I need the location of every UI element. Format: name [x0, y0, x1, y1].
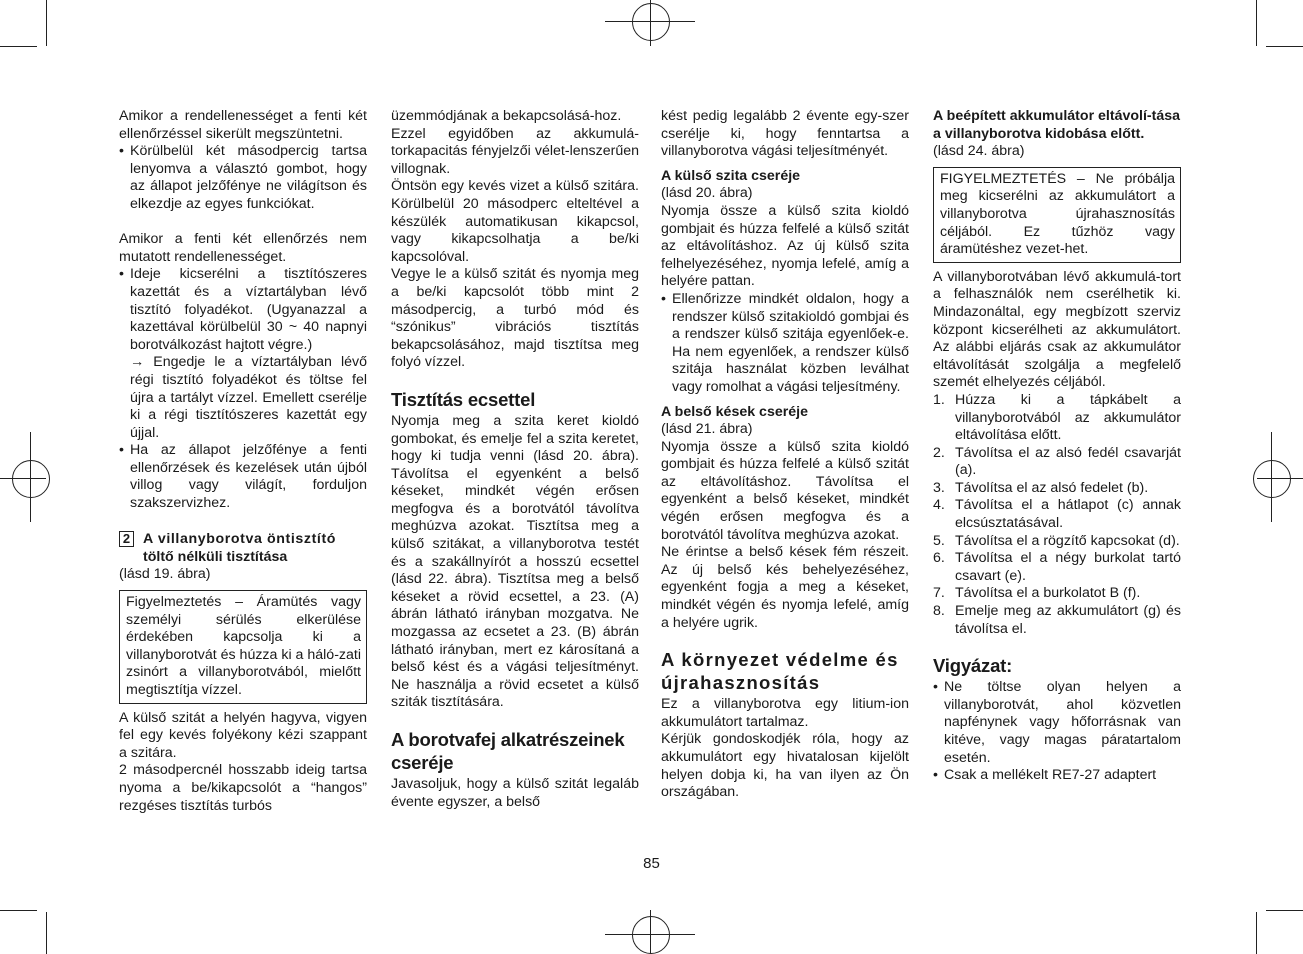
paragraph: Kérjük gondoskodjék róla, hogy az akkumulátort egy hivatalosan kijelölt helyen dobja ki, ha van ilyen az Ön országában. — [661, 731, 909, 801]
paragraph: Amikor a fenti két ellenőrzés nem mutatott rendellenességet. — [119, 231, 367, 265]
heading-battery-removal: A beépített akkumulátor eltávolí-tása a villanyborotva kidobása előtt. — [933, 108, 1181, 142]
column-4 — [933, 108, 1181, 785]
subheading-outer-foil: A külső szita cseréje — [661, 167, 801, 184]
warning-box: FIGYELMEZTETÉS – Ne próbálja meg kicserélni az akkumulátort a villanyborotva újrahasznosítás céljából. Ez tűzhöz vagy áramütéshez vezet-het. — [933, 167, 1181, 263]
step-number: 6. — [933, 550, 945, 567]
bullet-item: • Ha az állapot jelzőfénye a fenti ellenőrzések és kezelések után újból villog vagy világít, forduljon szakszervizhez. — [119, 442, 367, 512]
warning-box: Figyelmeztetés – Áramütés vagy személyi sérülés elkerülése érdekében kapcsolja ki a villanyborotvát és húzza ki a háló-zati zsinórt a villanyborotvából, mielőtt megtisztítja vízzel. — [119, 590, 367, 704]
step-number: 1. — [933, 391, 945, 408]
paragraph: Javasoljuk, hogy a külső szitát legaláb évente egyszer, a belső — [391, 776, 639, 810]
bullet-item: • Csak a mellékelt RE7-27 adaptert — [933, 767, 1157, 784]
step-number: 5. — [933, 532, 945, 549]
step-text: Emelje meg az akkumulátort (g) és távolítsa el. — [955, 603, 1181, 637]
numbered-steps — [933, 392, 1181, 638]
figure-reference: (lásd 20. ábra) — [661, 185, 753, 202]
heading-brush-cleaning: Tisztítás ecsettel — [391, 388, 536, 410]
paragraph: Ne érintse a belső kések fém részeit. Az új belső kés behelyezéséhez, egyenként fogja a meg a késeket, mindkét végén és nyomja lefelé, amíg a helyére ugrik. — [661, 544, 909, 631]
paragraph: Nyomja össze a külső szita kioldó gombjait és húzza felfelé a külső szitát az eltávolításhoz. Az új külső szita felhelyezéséhez, nyomja lefelé, amíg a helyére pattan. — [661, 202, 909, 290]
step-item — [933, 497, 1181, 532]
subheading-inner-blades: A belső kések cseréje — [661, 403, 808, 420]
column-2 — [391, 108, 639, 811]
column-3 — [661, 108, 909, 802]
paragraph: Nyomja meg a szita keret kioldó gombokat, és emelje fel a szita keretet, hogy ki tudja venni (lásd 20. ábra). Távolítsa el egyenként a belső késeket, mindkét végén erősen megfogva és a borotvától távolítva meghúzva azokat. Tisztítsa meg a külső szitákat, a villanyborotva testét és a szakállnyírót a hosszú ecsettel (lásd 22. ábra). Tisztítsa meg a belső késeket a rövid ecsettel, a 23. (A) ábrán látható irányban mozgatva. Ne mozgassa az ecsetet a 23. (B) ábrán látható irányban, mert ez károsítaná a belső kést és a vágási teljesítményt. Ne használja a rövid ecsetet a külső sziták tisztítására. — [391, 412, 639, 711]
section-heading-line2: töltő nélküli tisztítása — [143, 548, 288, 565]
column-1 — [119, 108, 367, 815]
step-text: Húzza ki a tápkábelt a villanyborotvából az akkumulátor eltávolítása előtt. — [955, 391, 1181, 444]
step-item — [933, 480, 1181, 498]
paragraph: A külső szitát a helyén hagyva, vigyen fel egy kevés folyékony kézi szappant a szitára. — [119, 709, 367, 761]
heading-caution: Vigyázat: — [933, 655, 1013, 677]
figure-reference: (lásd 24. ábra) — [933, 143, 1025, 160]
bullet-item: • Ne töltse olyan helyen a villanyborotvát, ahol közvetlen napfénynek vagy hőforrásnak van kitéve, vagy magas páratartalom esetén. — [933, 679, 1181, 766]
step-number: 8. — [933, 603, 945, 620]
step-text: Távolítsa el az alsó fedelet (b). — [955, 479, 1149, 496]
figure-reference: (lásd 19. ábra) — [119, 566, 211, 583]
paragraph: 2 másodpercnél hosszabb ideig tartsa nyoma a be/kikapcsolót a “hangos” rezgéses tisztítás turbós — [119, 762, 367, 814]
step-item — [933, 392, 1181, 445]
paragraph: Ez a villanyborotva egy litium-ion akkumulátort tartalmaz. — [661, 696, 909, 730]
section-number: 2 — [119, 531, 134, 547]
arrow-note: → Engedje le a víztartályban lévő régi tisztító folyadékot és töltse fel újra a tartályt vízzel. Emellett cserélje ki a régi tisztítószeres kazettát egy újjal. — [130, 354, 367, 441]
figure-reference: (lásd 21. ábra) — [661, 421, 753, 438]
heading-environment: A környezet védelme és újrahasznosítás — [661, 649, 899, 694]
paragraph: Vegye le a külső szitát és nyomja meg a be/ki kapcsolót több mint 2 másodpercig, a turbó mód és “szónikus” vibrációs tisztítás bekapcsolásához, majd tisztítsa meg folyó vízzel. — [391, 266, 639, 371]
step-text: Távolítsa el az alsó fedél csavarját (a). — [955, 444, 1181, 479]
paragraph: Nyomja össze a külső szita kioldó gombjait és húzza felfelé a külső szitát az eltávolításhoz. Távolítsa el egyenként a belső késeket, mindkét végén erősen megfogva és a borotvától távolítva meghúzva azokat. — [661, 438, 909, 543]
page-number: 85 — [643, 855, 660, 872]
step-number: 7. — [933, 585, 945, 602]
bullet-item: • Ellenőrizze mindkét oldalon, hogy a rendszer külső szitakioldó gombjai és a rendszer külső szitája egyenlőek-e. Ha nem egyenlőek, a rendszer külső szitája használat közben leválhat vagy romolhat a vágási teljesítmény. — [661, 290, 909, 395]
paragraph: kést pedig legalább 2 évente egy-szer cserélje ki, hogy fenntartsa a villanyborotva vágási teljesítményét. — [661, 108, 909, 160]
step-item — [933, 445, 1181, 480]
step-text: Távolítsa el a burkolatot B (f). — [955, 585, 1141, 602]
heading-parts-replacement: A borotvafej alkatrészeinek cseréje — [391, 729, 625, 773]
bullet-item: • Ideje kicserélni a tisztítószeres kazettát és a víztartályban lévő tisztító folyadékot. (Ugyanazzal a kazettával körülbelül 30 ~ 40 napnyi borotválkozást hajtott végre.) — [119, 266, 367, 353]
step-text: Távolítsa el a négy burkolat tartó csavart (e). — [955, 550, 1181, 584]
step-item — [933, 603, 1181, 638]
section-heading: 2 A villanyborotva öntisztító — [119, 531, 367, 549]
paragraph: Öntsön egy kevés vizet a külső szitára. Körülbelül 20 másodperc elteltével a készülék automatikusan kikapcsol, vagy kikapcsolhatja a be/ki kapcsolóval. — [391, 178, 639, 265]
bullet-item: • Körülbelül két másodpercig tartsa lenyomva a választó gombot, hogy az állapot jelzőfénye ne világítson és elkezdje az egyes funkciókat. — [119, 143, 367, 212]
step-number: 4. — [933, 497, 945, 514]
step-text: Távolítsa el a hátlapot (c) annak elcsúsztatásával. — [955, 497, 1181, 532]
step-number: 2. — [933, 444, 945, 461]
paragraph: üzemmódjának a bekapcsolásá-hoz. — [391, 108, 622, 124]
paragraph: Amikor a rendellenességet a fenti két ellenőrzéssel sikerült megszüntetni. — [119, 108, 367, 142]
paragraph: A villanyborotvában lévő akkumulá-tort a felhasználók nem cserélhetik ki. Mindazonáltal, egy megbízott szerviz központ kicserélheti az akkumulátort. Az alábbi eljárás csak az akkumulátor eltávolítását szolgálja a megfelelő szemét elhelyezés céljából. — [933, 268, 1181, 391]
step-item — [933, 585, 1181, 603]
paragraph: Ezzel egyidőben az akkumulá-torkapacitás fényjelzői vélet-lenszerűen villognak. — [391, 125, 639, 177]
step-text: Távolítsa el a rögzítő kapcsokat (d). — [955, 532, 1180, 549]
step-number: 3. — [933, 479, 945, 496]
step-item — [933, 533, 1181, 551]
step-item — [933, 550, 1181, 585]
